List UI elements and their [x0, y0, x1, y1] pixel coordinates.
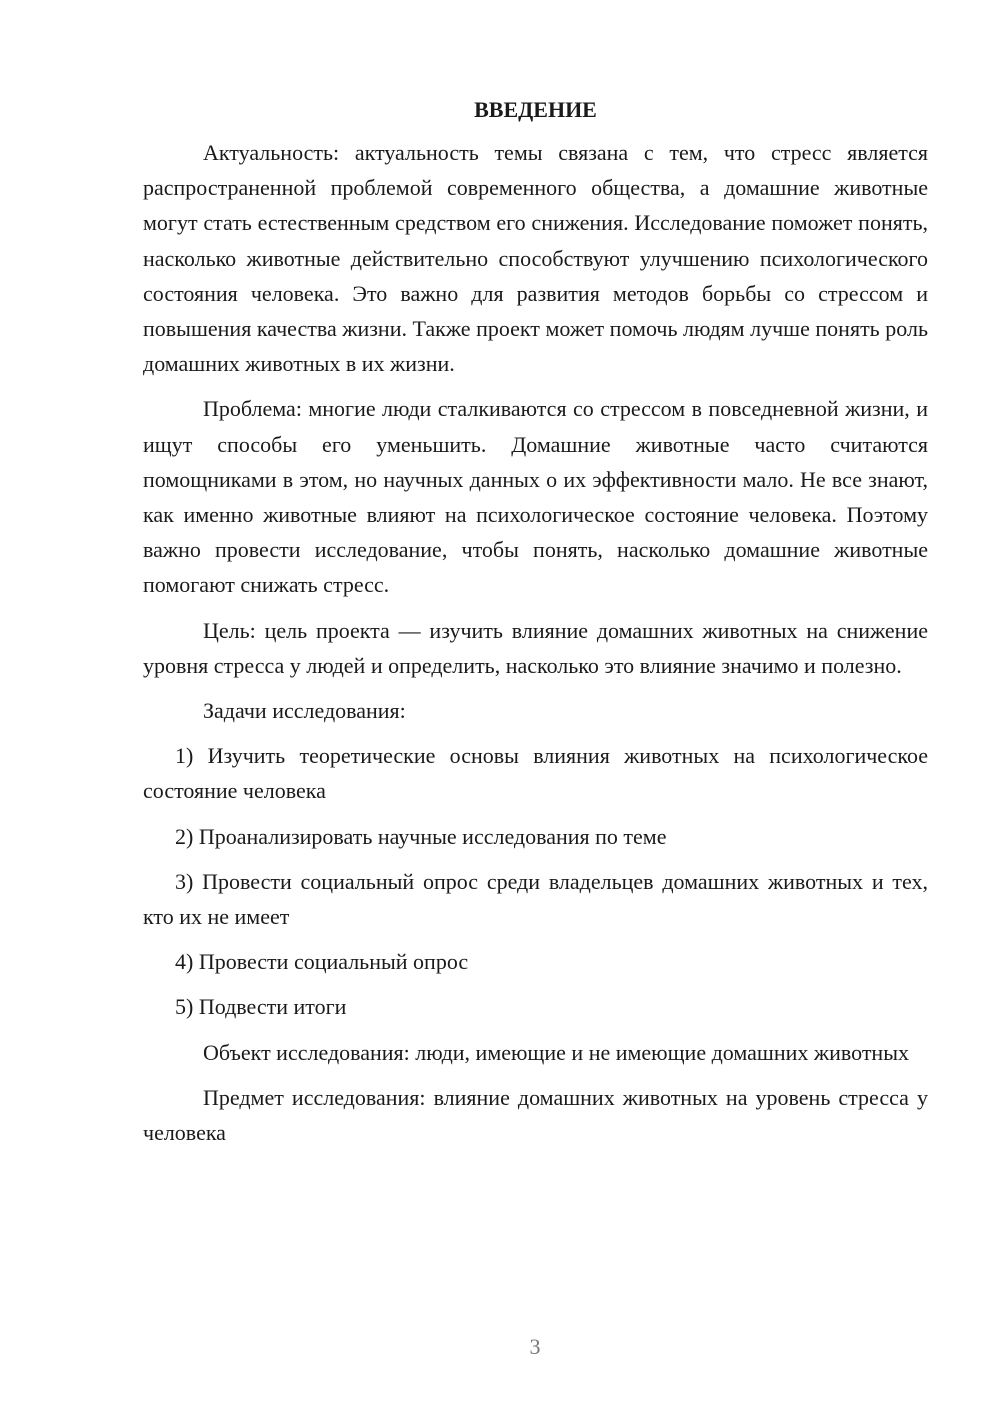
task-item-2: 2) Проанализировать научные исследования по теме: [175, 823, 667, 849]
paragraph-goal: Цель: цель проекта — изучить влияние домашних животных на снижение уровня стресса у людей и определить, насколько это влияние значимо и полезно.: [143, 617, 928, 678]
task-item-4: 4) Провести социальный опрос: [175, 949, 469, 975]
tasks-heading: Задачи исследования:: [203, 698, 406, 724]
paragraph-relevance: Актуальность: актуальность темы связана с тем, что стресс является распространенной проблемой современного общества, а домашние животные могут стать естественным средством его снижения. Исследование поможет понять, насколько животные действительно способствуют улучшению психологического состояния человека. Это важно для развития методов борьбы со стрессом и повышения качества жизни. Также проект может помочь людям лучше понять роль домашних животных в их жизни.: [143, 140, 928, 377]
task-item-5: 5) Подвести итоги: [175, 994, 347, 1020]
document-page: [143, 92, 928, 1160]
paragraph-subject: Предмет исследования: влияние домашних животных на уровень стресса у человека: [143, 1084, 928, 1146]
paragraph-object: Объект исследования: люди, имеющие и не имеющие домашних животных: [203, 1039, 909, 1065]
paragraph-problem: Проблема: многие люди сталкиваются со стрессом в повседневной жизни, и ищут способы его уменьшить. Домашние животные часто считаются помощниками в этом, но научных данных о их эффективности мало. Не все знают, как именно животные влияют на психологическое состояние человека. Поэтому важно провести исследование, чтобы понять, насколько домашние животные помогают снижать стресс.: [143, 396, 928, 598]
task-item-1: 1) Изучить теоретические основы влияния животных на психологическое состояние человека: [143, 743, 928, 804]
task-item-3: 3) Провести социальный опрос среди владельцев домашних животных и тех, кто их не имеет: [143, 868, 928, 930]
page-number: 3: [529, 1334, 541, 1359]
section-title: ВВЕДЕНИЕ: [474, 97, 597, 122]
